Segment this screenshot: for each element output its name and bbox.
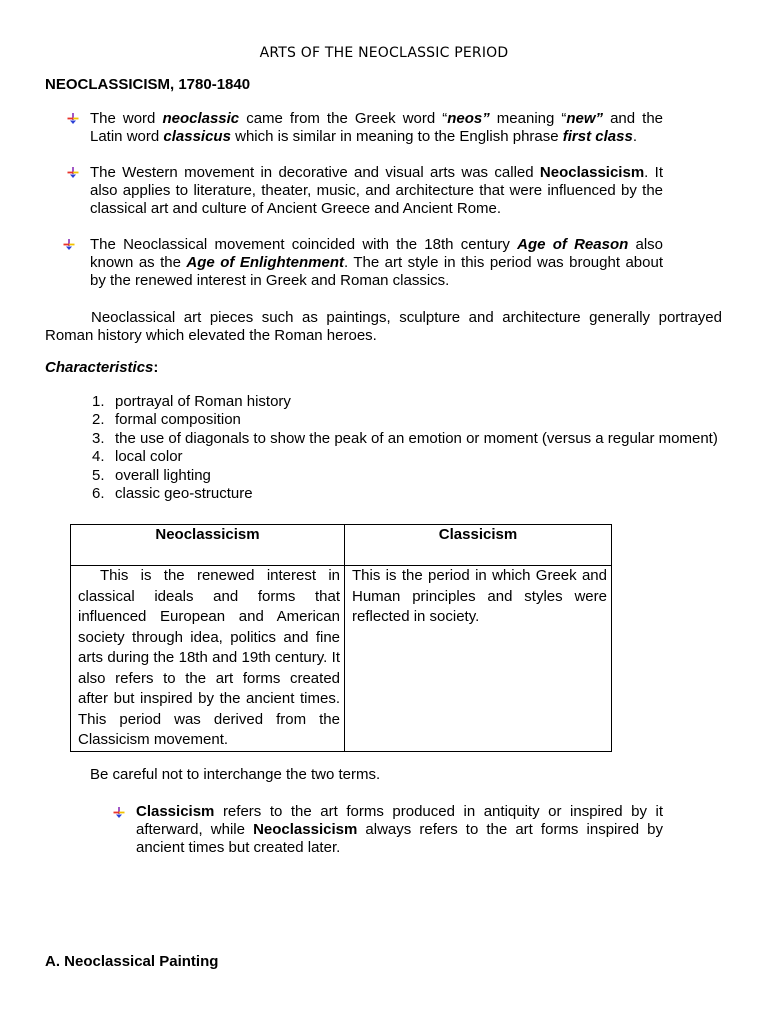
- table-cell-classicism: This is the period in which Greek and Human principles and styles were reflected in society.: [345, 566, 612, 752]
- bullet-arrow-icon: [113, 807, 125, 819]
- document-title: ARTS OF THE NEOCLASSIC PERIOD: [259, 45, 509, 61]
- section-heading-neoclassicism: NEOCLASSICISM, 1780-1840: [45, 76, 251, 93]
- caution-note: Be careful not to interchange the two terms.: [90, 766, 381, 783]
- list-item: 6. classic geo-structure: [92, 485, 253, 503]
- table-row: [71, 566, 612, 752]
- list-item: 2. formal composition: [92, 411, 241, 429]
- list-item: 1. portrayal of Roman history: [92, 393, 291, 410]
- table-header-row: [71, 525, 612, 566]
- table-cell-neoclassicism: This is the renewed interest in classical ideals and forms that influenced European and American society through idea, politics and fine arts during the 18th and 19th century. It also refers to the art forms created after but inspired by the ancient times. This period was derived from the Classicism movement.: [71, 566, 345, 752]
- bullet-arrow-icon: [67, 167, 79, 179]
- list-item: 5. overall lighting: [92, 466, 211, 484]
- bullet-neoclassic-origin: The word neoclassic came from the Greek word “neos” meaning “new” and the Latin word classicus which is similar in meaning to the English phrase first class.: [90, 110, 664, 145]
- bullet-western-movement: The Western movement in decorative and visual arts was called Neoclassicism. It also applies to literature, theater, music, and architecture that were influenced by the classical art and culture of Ancient Greece and Ancient Rome.: [90, 164, 663, 217]
- bullet-arrow-icon: [67, 113, 79, 125]
- list-item: 4. local color: [92, 448, 183, 466]
- bullet-age-of-reason: The Neoclassical movement coincided with the 18th century Age of Reason also known as the Age of Enlightenment. The art style in this period was brought about by the renewed interest in Greek and Roman classics.: [90, 236, 664, 289]
- characteristics-heading: Characteristics:: [45, 359, 159, 376]
- comparison-table: [70, 524, 612, 752]
- list-item: 3. the use of diagonals to show the peak of an emotion or moment (versus a regular moment): [92, 429, 718, 447]
- table-header-neoclassicism: Neoclassicism: [71, 525, 345, 566]
- bullet-classicism-vs-neoclassicism: Classicism refers to the art forms produced in antiquity or inspired by it afterward, while Neoclassicism always refers to the art forms inspired by ancient times but created later.: [136, 803, 663, 856]
- characteristics-list: [92, 393, 718, 503]
- table-header-classicism: Classicism: [345, 525, 612, 566]
- section-heading-painting: A. Neoclassical Painting: [45, 953, 219, 970]
- intro-paragraph: Neoclassical art pieces such as paintings, sculpture and architecture generally portrayed Roman history which elevated the Roman heroes.: [45, 309, 722, 344]
- bullet-arrow-icon: [63, 239, 75, 251]
